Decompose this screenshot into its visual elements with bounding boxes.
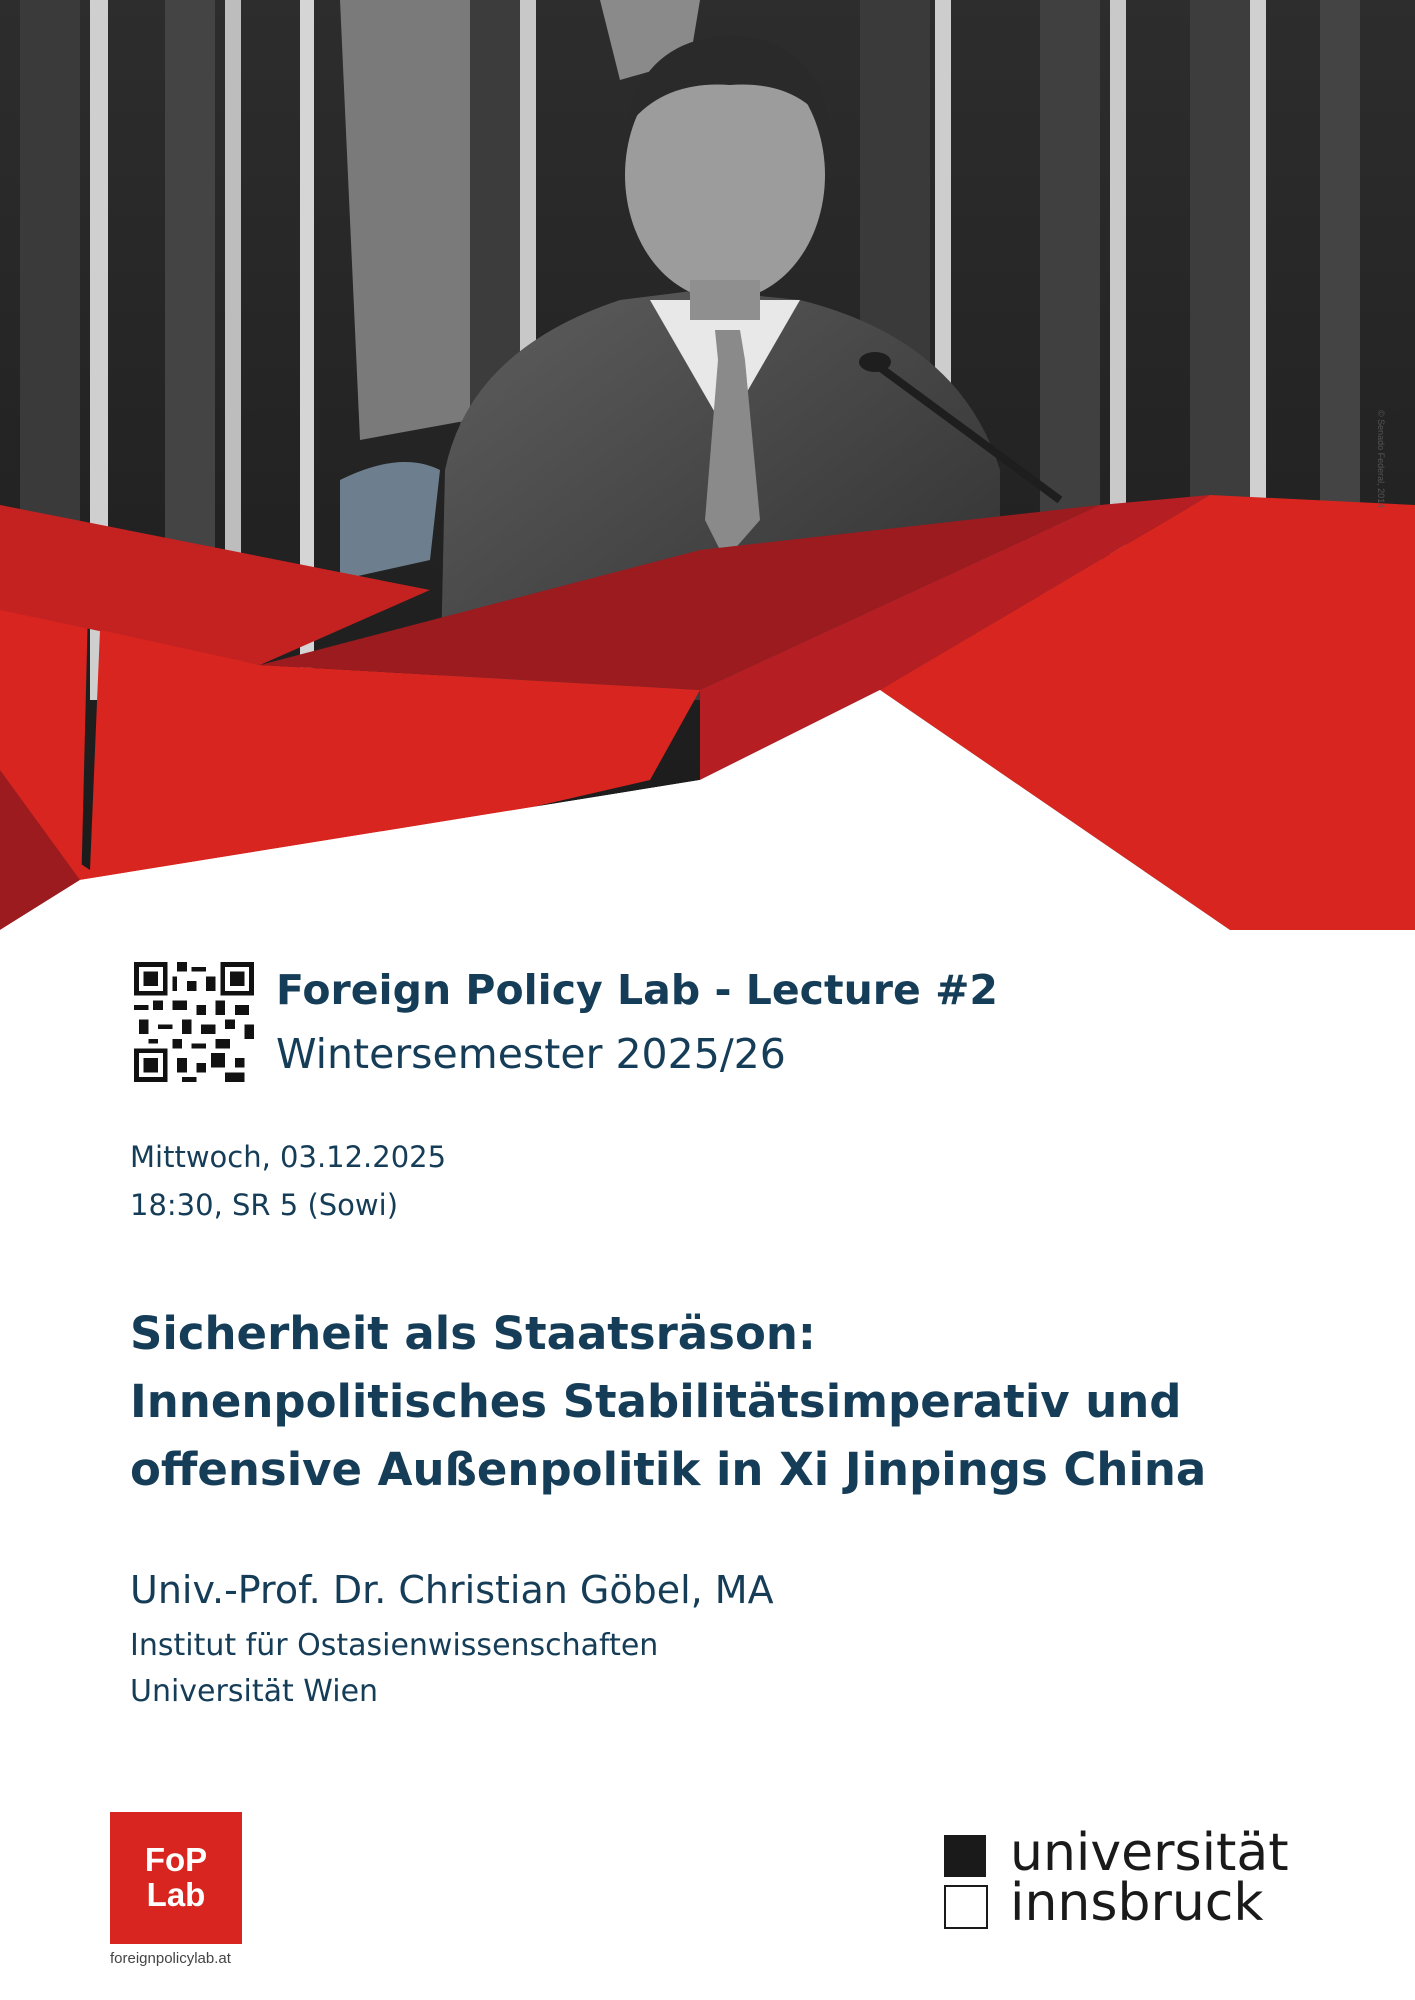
talk-title [130,1300,1206,1504]
fopl-website-link[interactable]: foreignpolicylab.at [110,1950,231,1967]
fopl-logo-line: Lab [146,1876,206,1913]
semester: Wintersemester 2025/26 [276,1030,786,1078]
uibk-logo-filled-square [944,1835,986,1877]
fopl-logo-line: FoP [144,1841,208,1878]
event-time-place: 18:30, SR 5 (Sowi) [130,1188,399,1222]
speaker-university: Universität Wien [130,1674,379,1709]
photo-credit: © Senado Federal, 2014 [1376,410,1386,509]
lecture-title: Foreign Policy Lab - Lecture #2 [276,966,998,1014]
event-date: Mittwoch, 03.12.2025 [130,1140,447,1174]
uibk-logo-line: universität [1010,1823,1289,1883]
foreign-policy-lab-logo[interactable] [110,1812,242,1944]
speaker-institute: Institut für Ostasienwissenschaften [130,1628,659,1663]
uibk-logo-line: innsbruck [1010,1873,1264,1933]
talk-title-line: offensive Außenpolitik in Xi Jinpings China [130,1443,1207,1496]
talk-title-line: Sicherheit als Staatsräson: [130,1307,816,1360]
uibk-logo-outline-square [944,1885,988,1929]
speaker-name: Univ.-Prof. Dr. Christian Göbel, MA [130,1568,774,1612]
talk-title-line: Innenpolitisches Stabilitätsimperativ und [130,1375,1182,1428]
qr-code[interactable] [134,962,254,1082]
hero-photo [0,0,1415,930]
